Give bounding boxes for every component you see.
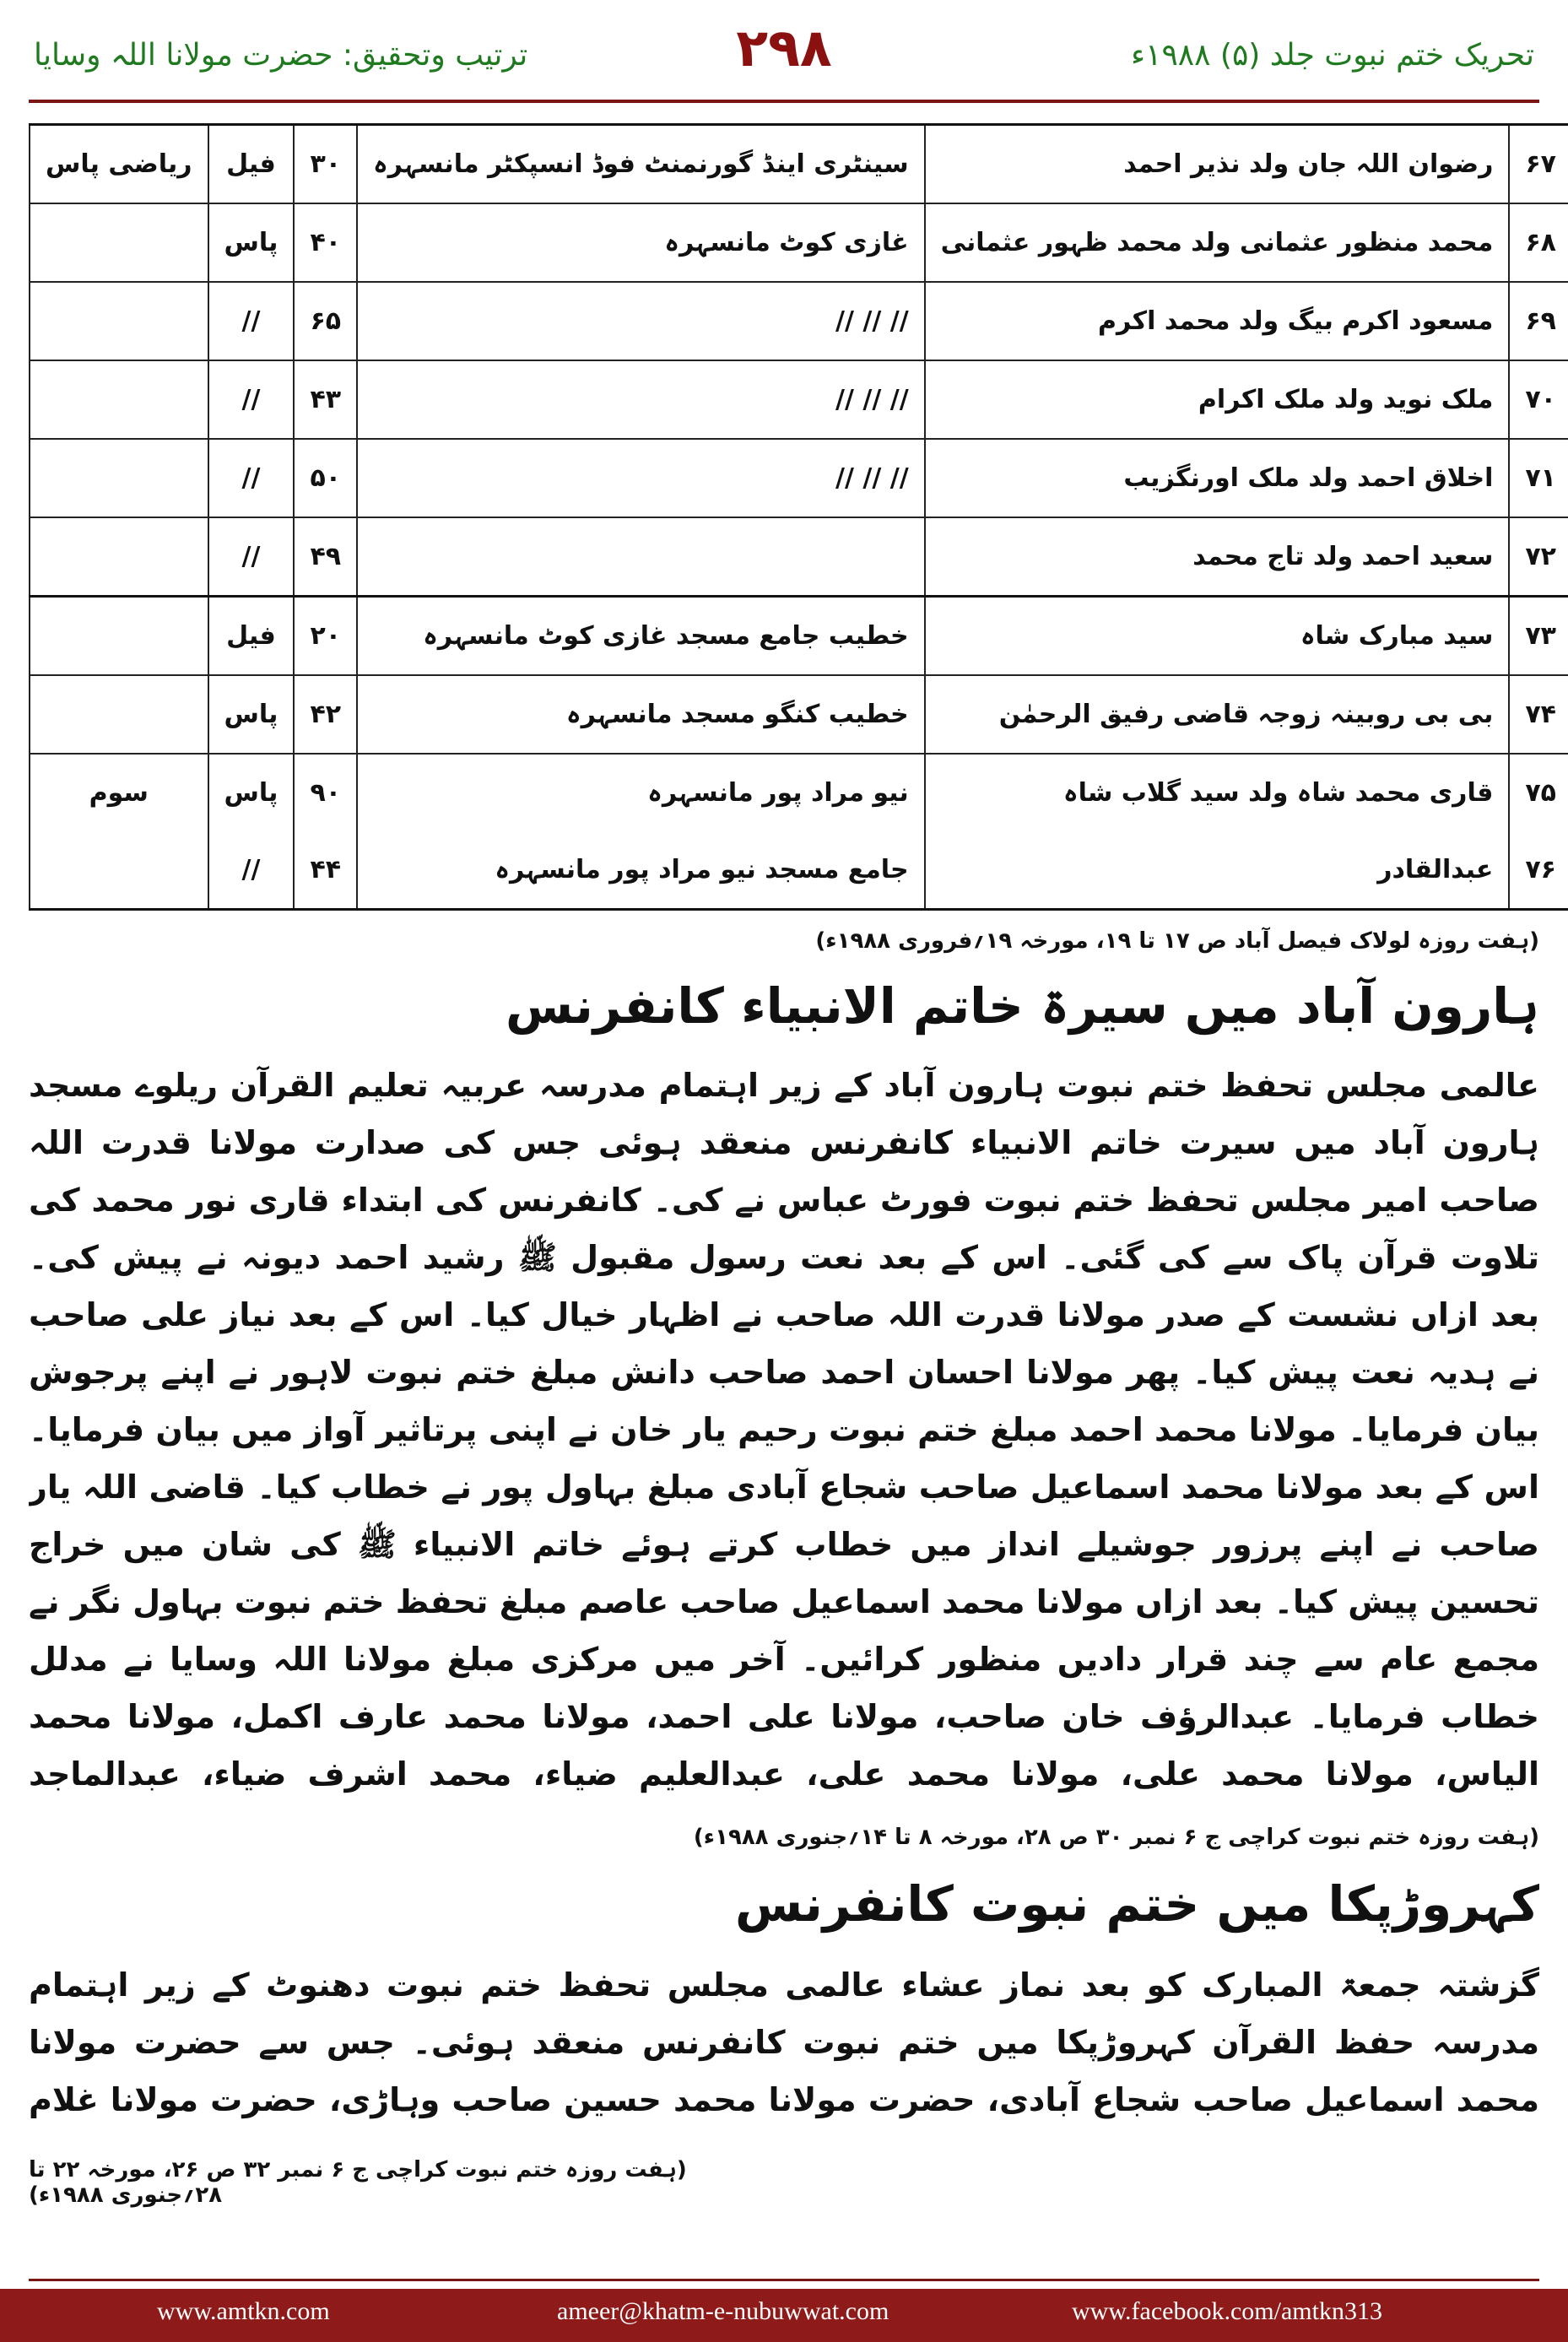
results-table [29, 123, 1568, 911]
remark-cell [30, 517, 208, 597]
result-cell: // [208, 831, 295, 910]
person-address-cell: // // // [357, 360, 925, 439]
row-number-cell: ۷۰ [1509, 360, 1568, 439]
marks-cell: ۴۰ [294, 203, 357, 282]
email-link[interactable]: ameer@khatm-e-nubuwwat.com [557, 2297, 889, 2325]
remark-cell [30, 831, 208, 910]
facebook-link[interactable]: www.facebook.com/amtkn313 [1072, 2297, 1382, 2325]
marks-cell: ۴۳ [294, 360, 357, 439]
page-header [0, 0, 1568, 101]
result-cell: // [208, 439, 295, 517]
header-divider [29, 100, 1539, 103]
person-address-cell [357, 517, 925, 597]
result-cell: فیل [208, 125, 295, 204]
citation-lolak: (ہفت روزہ لولاک فیصل آباد ص ۱۷ تا ۱۹، مورخہ ۱۹؍فروری ۱۹۸۸ء) [815, 928, 1539, 954]
table-row [30, 597, 1568, 676]
page-number: ۲۹۸ [736, 17, 832, 78]
person-address-cell: // // // [357, 439, 925, 517]
marks-cell: ۳۰ [294, 125, 357, 204]
table-row [30, 675, 1568, 754]
person-address-cell: جامع مسجد نیو مراد پور مانسہرہ [357, 831, 925, 910]
remark-cell [30, 439, 208, 517]
marks-cell: ۴۲ [294, 675, 357, 754]
row-number-cell: ۷۲ [1509, 517, 1568, 597]
footer-divider [29, 2279, 1539, 2281]
row-number-cell: ۷۳ [1509, 597, 1568, 676]
table-row [30, 203, 1568, 282]
marks-cell: ۶۵ [294, 282, 357, 360]
person-address-cell: خطیب کنگو مسجد مانسہرہ [357, 675, 925, 754]
result-cell: پاس [208, 675, 295, 754]
table-row [30, 125, 1568, 204]
marks-cell: ۵۰ [294, 439, 357, 517]
remark-cell [30, 203, 208, 282]
table-row [30, 282, 1568, 360]
person-name-cell: ملک نوید ولد ملک اکرام [925, 360, 1510, 439]
marks-cell: ۲۰ [294, 597, 357, 676]
citation-khatm-nubuwwat-1: (ہفت روزہ ختم نبوت کراچی ج ۶ نمبر ۳۰ ص ۲۸، مورخہ ۸ تا ۱۴؍جنوری ۱۹۸۸ء) [693, 1825, 1539, 1850]
table-row [30, 439, 1568, 517]
result-cell: پاس [208, 754, 295, 831]
section-title-kahror-pakka: کہروڑپکا میں ختم نبوت کانفرنس [734, 1875, 1539, 1933]
person-name-cell: سعید احمد ولد تاج محمد [925, 517, 1510, 597]
compiler-credit: ترتیب وتحقیق: حضرت مولانا اللہ وسایا [34, 38, 528, 73]
book-title: تحریک ختم نبوت جلد (۵) ۱۹۸۸ء [1131, 38, 1534, 73]
person-name-cell: سید مبارک شاہ [925, 597, 1510, 676]
remark-cell: سوم [30, 754, 208, 831]
person-address-cell: نیو مراد پور مانسہرہ [357, 754, 925, 831]
section-body-haroonabad: عالمی مجلس تحفظ ختم نبوت ہارون آباد کے زیر اہتمام مدرسہ عربیہ تعلیم القرآن ریلوے مسجد ہارون آباد میں سیرت خاتم الانبیاء کانفرنس منعقد ہوئی جس کی صدارت مولانا قدرت اللہ صاحب امیر مجلس تحفظ ختم نبوت فورٹ عباس نے کی۔ کانفرنس کی ابتداء قاری نور محمد کی تلاوت قرآن پاک سے کی گئی۔ اس کے بعد نعت رسول مقبول ﷺ رشید احمد دیونہ نے پیش کی۔ بعد ازاں نشست کے صدر مولانا قدرت اللہ صاحب نے اظہار خیال کیا۔ اس کے بعد نیاز علی صاحب نے ہدیہ نعت پیش کیا۔ پھر مولانا احسان احمد صاحب دانش مبلغ ختم نبوت لاہور نے اپنے پرجوش بیان فرمایا۔ مولانا محمد احمد مبلغ ختم نبوت رحیم یار خان نے اپنی پرتاثیر آواز میں بیان فرمایا۔ اس کے بعد مولانا محمد اسماعیل صاحب شجاع آبادی مبلغ بہاول پور نے خطاب کیا۔ قاضی اللہ یار صاحب نے اپنے پرزور جوشیلے انداز میں خطاب کرتے ہوئے خاتم الانبیاء ﷺ کی شان میں خراج تحسین پیش کیا۔ بعد ازاں مولانا محمد اسماعیل صاحب عاصم مبلغ تحفظ ختم نبوت بہاول نگر نے مجمع عام سے چند قرار دادیں منظور کرائیں۔ آخر میں مرکزی مبلغ مولانا اللہ وسایا نے مدلل خطاب فرمایا۔ عبدالرؤف خان صاحب، مولانا علی احمد، مولانا محمد عارف اکمل، مولانا محمد الیاس، مولانا محمد علی، مولانا محمد علی، عبدالعلیم ضیاء، محمد اشرف ضیاء، عبدالماجد [29, 1067, 1539, 1793]
section-title-haroonabad: ہارون آباد میں سیرۃ خاتم الانبیاء کانفرنس [506, 977, 1539, 1035]
section-body-kahror-pakka: گزشتہ جمعۃ المبارک کو بعد نماز عشاء عالمی مجلس تحفظ ختم نبوت دھنوٹ کے زیر اہتمام مدرسہ حفظ القرآن کہروڑپکا میں ختم نبوت کانفرنس منعقد ہوئی۔ جس سے حضرت مولانا محمد اسماعیل صاحب شجاع آبادی، حضرت مولانا محمد حسین صاحب وہاڑی، حضرت مولانا غلام [29, 1966, 1539, 2118]
person-name-cell: بی بی روبینہ زوجہ قاضی رفیق الرحمٰن [925, 675, 1510, 754]
row-number-cell: ۶۷ [1509, 125, 1568, 204]
person-name-cell: اخلاق احمد ولد ملک اورنگزیب [925, 439, 1510, 517]
marks-cell: ۴۴ [294, 831, 357, 910]
row-number-cell: ۷۴ [1509, 675, 1568, 754]
result-cell: پاس [208, 203, 295, 282]
remark-cell [30, 675, 208, 754]
person-address-cell: // // // [357, 282, 925, 360]
table-row [30, 754, 1568, 831]
remark-cell: ریاضی پاس [30, 125, 208, 204]
person-name-cell: رضوان اللہ جان ولد نذیر احمد [925, 125, 1510, 204]
person-address-cell: خطیب جامع مسجد غازی کوٹ مانسہرہ [357, 597, 925, 676]
marks-cell: ۴۹ [294, 517, 357, 597]
table-row [30, 517, 1568, 597]
marks-cell: ۹۰ [294, 754, 357, 831]
person-name-cell: عبدالقادر [925, 831, 1510, 910]
row-number-cell: ۷۶ [1509, 831, 1568, 910]
table-row [30, 831, 1568, 910]
citation-khatm-nubuwwat-2: (ہفت روزہ ختم نبوت کراچی ج ۶ نمبر ۳۲ ص ۲۶، مورخہ ۲۲ تا ۲۸؍جنوری ۱۹۸۸ء) [29, 2157, 687, 2208]
person-name-cell: مسعود اکرم بیگ ولد محمد اکرم [925, 282, 1510, 360]
result-cell: // [208, 282, 295, 360]
website-link[interactable]: www.amtkn.com [157, 2297, 330, 2325]
remark-cell [30, 282, 208, 360]
remark-cell [30, 597, 208, 676]
person-name-cell: محمد منظور عثمانی ولد محمد ظہور عثمانی [925, 203, 1510, 282]
person-name-cell: قاری محمد شاہ ولد سید گلاب شاہ [925, 754, 1510, 831]
table-row [30, 360, 1568, 439]
person-address-cell: غازی کوٹ مانسہرہ [357, 203, 925, 282]
remark-cell [30, 360, 208, 439]
row-number-cell: ۶۹ [1509, 282, 1568, 360]
result-cell: فیل [208, 597, 295, 676]
row-number-cell: ۷۵ [1509, 754, 1568, 831]
row-number-cell: ۶۸ [1509, 203, 1568, 282]
row-number-cell: ۷۱ [1509, 439, 1568, 517]
result-cell: // [208, 360, 295, 439]
result-cell: // [208, 517, 295, 597]
person-address-cell: سینٹری اینڈ گورنمنٹ فوڈ انسپکٹر مانسہرہ [357, 125, 925, 204]
